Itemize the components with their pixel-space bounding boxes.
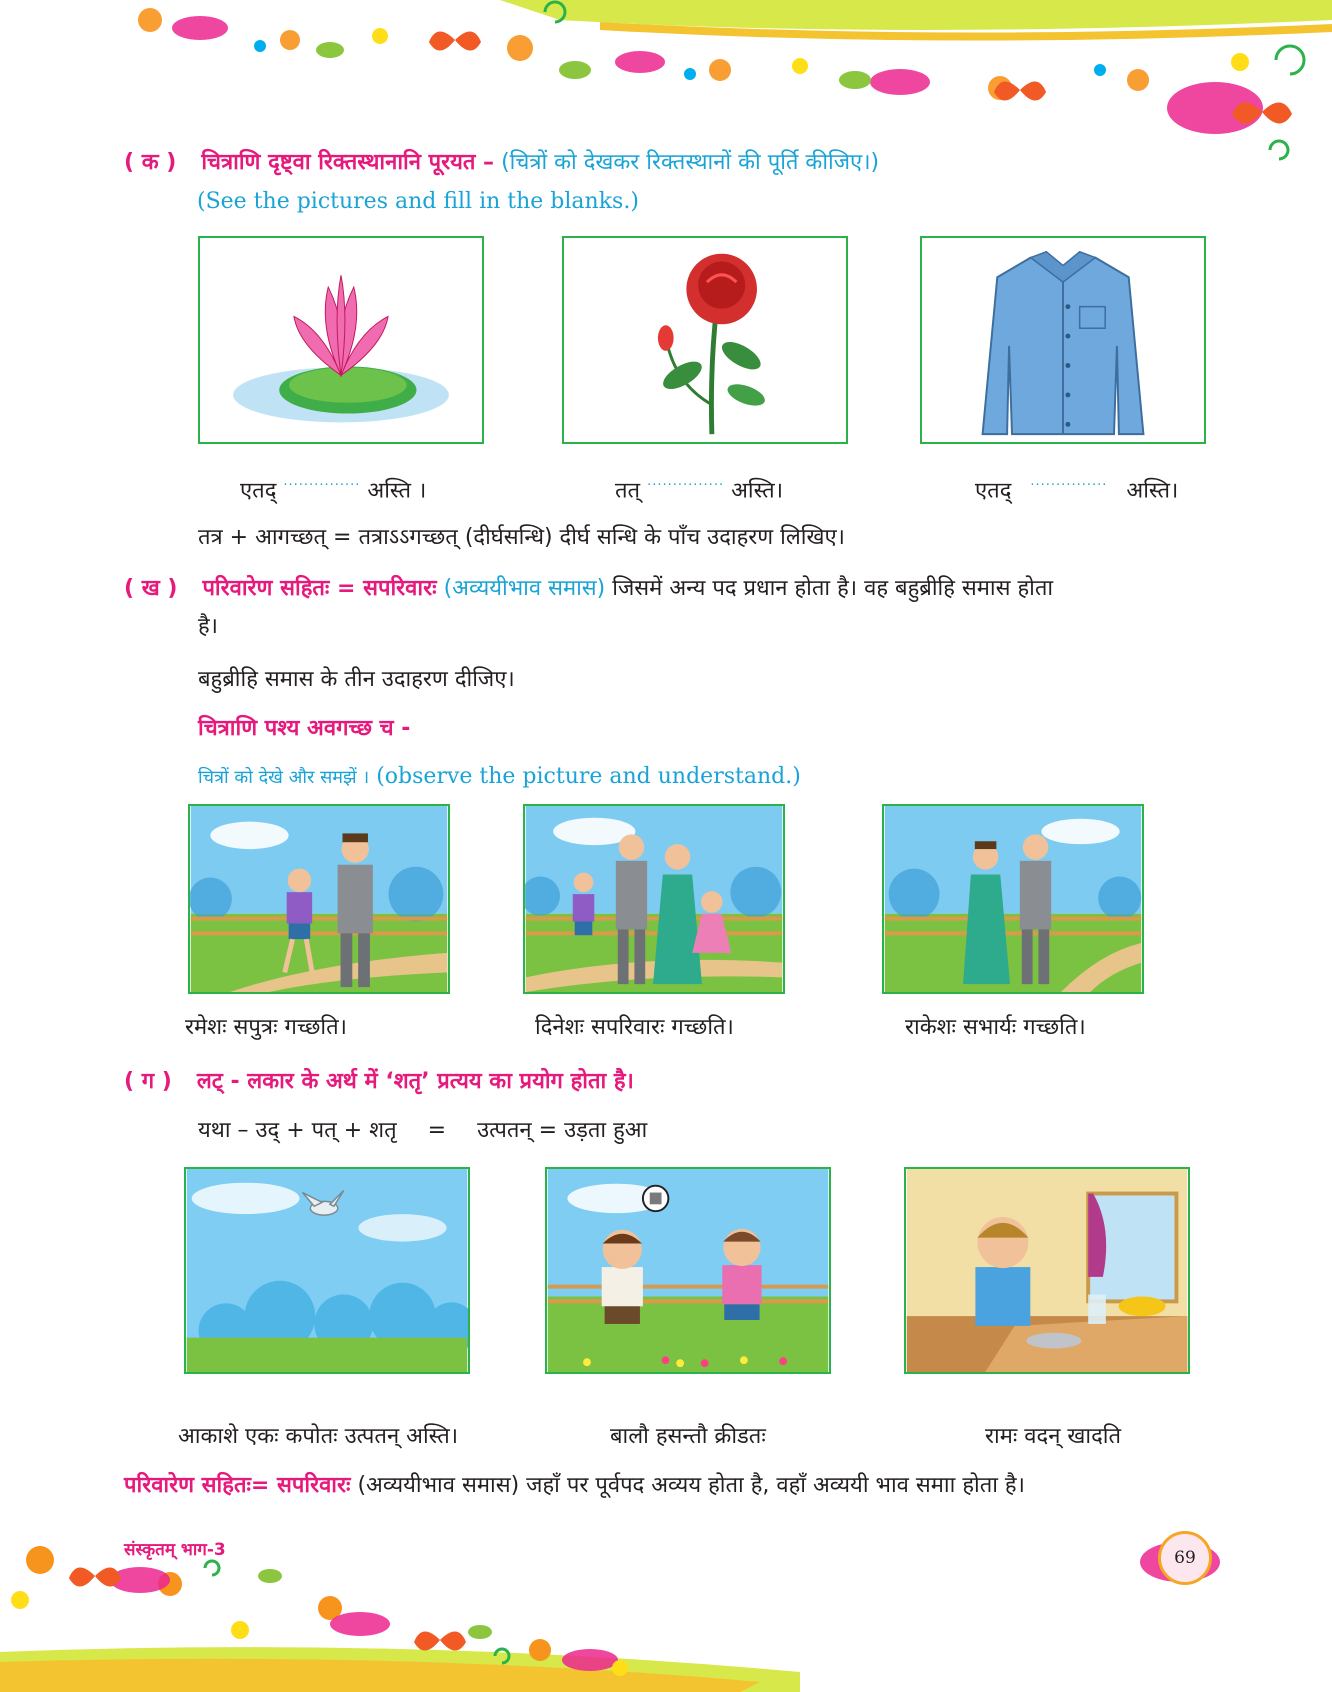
section-kh-heading-cont: है। xyxy=(198,614,219,639)
fill-blank-3-before: एतद् xyxy=(975,478,1012,504)
fill-blank-3-dots: ··············· xyxy=(1030,478,1108,493)
section-kh-subheading-hindi: चित्रों को देखे और समझें । xyxy=(198,767,370,788)
section-k-marker: ( क ) xyxy=(124,150,177,175)
section-kh-task: बहुब्रीहि समास के तीन उदाहरण दीजिए। xyxy=(198,667,515,692)
shatri-caption-1: आकाशे एकः कपोतः उत्पतन् अस्ति। xyxy=(178,1424,459,1449)
avyayibhav-note-rest: (अव्ययीभाव समास) जहाँ पर पूर्वपद अव्यय होता है, वहाँ अव्ययी भाव समाा होता है। xyxy=(357,1473,1025,1498)
husband-wife-picture xyxy=(882,804,1144,994)
section-kh-marker: ( ख ) xyxy=(124,576,178,601)
fill-blank-2-after: अस्ति। xyxy=(731,478,784,504)
fill-blank-1-before: एतद् xyxy=(240,478,277,504)
shatri-caption-3: रामः वदन् खादति xyxy=(985,1424,1122,1449)
flying-pigeon-picture xyxy=(184,1167,470,1374)
section-kh-heading: परिवारेण सहितः = सपरिवारः xyxy=(202,576,437,601)
fill-blank-1 xyxy=(240,471,426,506)
shatri-caption-2: बालौ हसन्तौ क्रीडतः xyxy=(610,1424,766,1449)
family-caption-3: राकेशः सभार्यः गच्छति। xyxy=(905,1015,1086,1040)
section-kh-heading-line xyxy=(124,574,1053,604)
section-kh-heading-note: (अव्ययीभाव समास) xyxy=(443,576,606,601)
fill-blank-1-dots: ··············· xyxy=(283,478,361,493)
fill-blank-1-after: अस्ति । xyxy=(367,478,427,504)
fill-blank-3 xyxy=(975,471,1178,506)
section-k-heading-english: (See the pictures and fill in the blanks.) xyxy=(197,189,639,214)
section-g-example-eq: = xyxy=(427,1118,447,1143)
section-g-heading-line xyxy=(124,1067,634,1097)
section-g-heading: लट् - लकार के अर्थ में ‘शतृ’ प्रत्यय का प्रयोग होता है। xyxy=(196,1069,634,1094)
rose-picture xyxy=(562,236,848,444)
avyayibhav-note-bold: परिवारेण सहितः= सपरिवारः xyxy=(124,1473,351,1498)
fill-blank-2-dots: ··············· xyxy=(647,478,725,493)
section-k-heading: चित्राणि दृष्ट्वा रिक्तस्थानानि पूरयत – xyxy=(201,150,495,175)
family-caption-2: दिनेशः सपरिवारः गच्छति। xyxy=(535,1015,734,1040)
fill-blank-2 xyxy=(615,471,783,506)
page-number-badge: 69 xyxy=(1158,1531,1212,1585)
section-g-example-left: यथा – उद् + पत् + शतृ xyxy=(198,1118,397,1143)
bottom-decorative-banner xyxy=(0,1540,1332,1692)
lotus-picture xyxy=(198,236,484,444)
section-k-heading-line xyxy=(124,148,879,178)
section-g-marker: ( ग ) xyxy=(124,1069,172,1094)
family-caption-1: रमेशः सपुत्रः गच्छति। xyxy=(185,1015,347,1040)
section-kh-subheading-line xyxy=(198,762,801,793)
avyayibhav-note xyxy=(124,1471,1025,1501)
section-kh-subheading: चित्राणि पश्य अवगच्छ च - xyxy=(198,716,411,741)
playing-children-picture xyxy=(545,1167,831,1374)
fill-blank-2-before: तत् xyxy=(615,478,641,504)
section-kh-subheading-english: (observe the picture and understand.) xyxy=(376,764,801,789)
section-g-example-right: उत्पतन् = उड़ता हुआ xyxy=(477,1118,648,1143)
fill-blank-3-after: अस्ति। xyxy=(1126,478,1179,504)
section-k-heading-hindi: (चित्रों को देखकर रिक्तस्थानों की पूर्ति कीजिए।) xyxy=(501,150,880,175)
section-g-example xyxy=(198,1116,647,1146)
shirt-picture xyxy=(920,236,1206,444)
family-picture xyxy=(523,804,785,994)
eating-boy-picture xyxy=(904,1167,1190,1374)
father-son-picture xyxy=(188,804,450,994)
sandhi-line: तत्र + आगच्छत् = तत्राऽऽगच्छत् (दीर्घसन्धि) दीर्घ सन्धि के पाँच उदाहरण लिखिए। xyxy=(198,525,845,550)
book-title: संस्कृतम् भाग-3 xyxy=(124,1540,226,1560)
section-kh-heading-rest: जिसमें अन्य पद प्रधान होता है। वह बहुब्रीहि समास होता xyxy=(612,576,1054,601)
